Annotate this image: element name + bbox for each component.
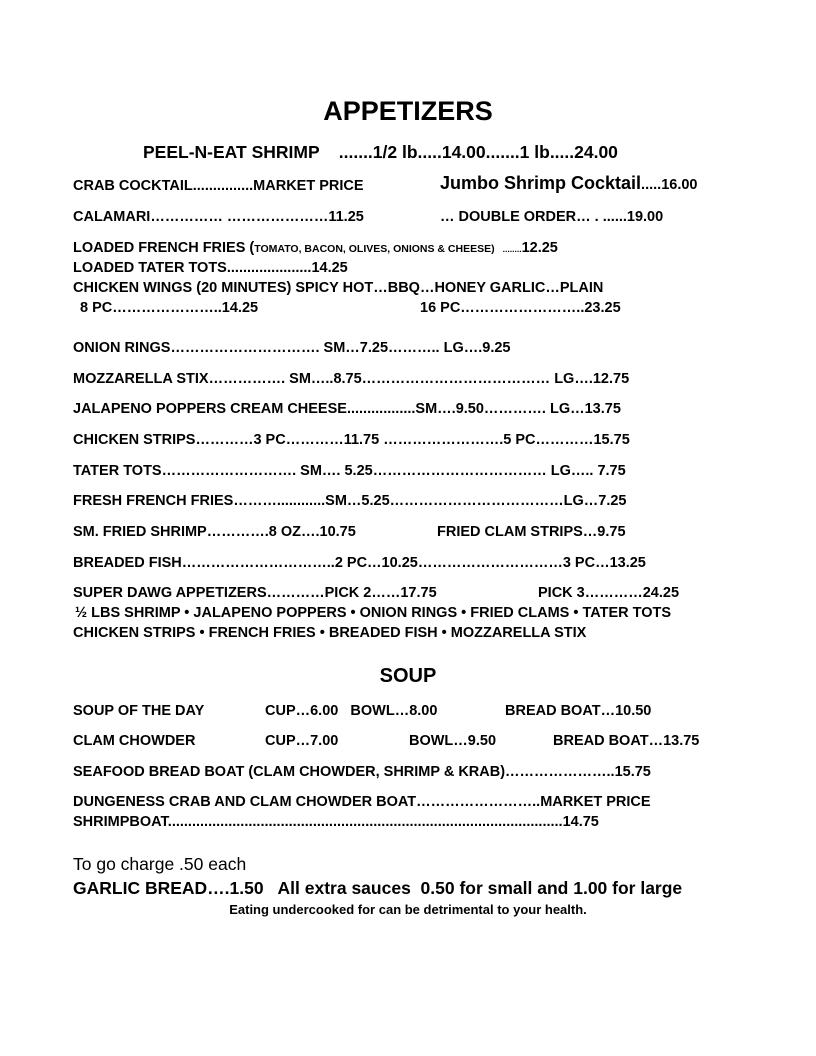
clam-chowder-cup: CUP…7.00 (265, 733, 339, 749)
chicken-wings-line: CHICKEN WINGS (20 MINUTES) SPICY HOT…BBQ…HONEY GARLIC…PLAIN (73, 280, 604, 296)
onion-rings-line: ONION RINGS…………………………. SM…7.25……….. LG….9.25 (73, 340, 511, 356)
crab-cocktail-line: CRAB COCKTAIL...............MARKET PRICE (73, 178, 364, 194)
loaded-tater-tots-line: LOADED TATER TOTS.....................14.25 (73, 260, 348, 276)
mozzarella-stix-line: MOZZARELLA STIX……………. SM…..8.75………………………………… LG….12.75 (73, 371, 630, 387)
clam-chowder-bowl: BOWL…9.50 (409, 733, 497, 749)
calamari-line: CALAMARI…………… …………………11.25 (73, 209, 364, 225)
shrimpboat-line: SHRIMPBOAT..................................................................................................14.75 (73, 814, 599, 830)
super-dawg-items-line-1: ½ LBS SHRIMP • JALAPENO POPPERS • ONION RINGS • FRIED CLAMS • TATER TOTS (75, 605, 672, 621)
clam-chowder-name: CLAM CHOWDER (73, 733, 196, 749)
soup-of-the-day-name: SOUP OF THE DAY (73, 703, 205, 719)
loaded-fries-name: LOADED FRENCH FRIES ( (73, 240, 255, 256)
soup-heading: SOUP (379, 665, 437, 687)
peel-n-eat-shrimp-line: PEEL-N-EAT SHRIMP .......1/2 lb.....14.00.......1 lb.....24.00 (143, 142, 618, 162)
to-go-charge-line: To go charge .50 each (73, 854, 247, 874)
tater-tots-line: TATER TOTS………………………. SM…. 5.25……………………………… LG….. 7.75 (73, 463, 626, 479)
soup-of-the-day-bread-boat: BREAD BOAT…10.50 (505, 703, 652, 719)
chicken-strips-line: CHICKEN STRIPS…………3 PC…………11.75 …………………….5 PC…………15.75 (73, 432, 630, 448)
super-dawg-line: SUPER DAWG APPETIZERS…………PICK 2……17.75 (73, 585, 437, 601)
garlic-bread-sauces-line: GARLIC BREAD….1.50 All extra sauces 0.50 for small and 1.00 for large (73, 878, 683, 898)
loaded-fries-toppings: TOMATO, BACON, OLIVES, ONIONS & CHEESE) (254, 243, 495, 255)
calamari-double-line: … DOUBLE ORDER… . ......19.00 (440, 209, 664, 225)
fried-clam-strips-line: FRIED CLAM STRIPS…9.75 (437, 524, 626, 540)
dungeness-crab-boat-line: DUNGENESS CRAB AND CLAM CHOWDER BOAT……………………..MARKET PRICE (73, 794, 651, 810)
jumbo-shrimp-cocktail-line (440, 175, 697, 194)
clam-chowder-bread-boat: BREAD BOAT…13.75 (553, 733, 700, 749)
jumbo-shrimp-label: Jumbo Shrimp Cocktail (440, 173, 642, 193)
wings-16pc-line: 16 PC……………………..23.25 (420, 300, 621, 316)
seafood-bread-boat-line: SEAFOOD BREAD BOAT (CLAM CHOWDER, SHRIMP & KRAB)…………………..15.75 (73, 764, 651, 780)
appetizers-heading: APPETIZERS (323, 96, 493, 126)
wings-8pc-line: 8 PC…………………..14.25 (80, 300, 259, 316)
undercooked-warning: Eating undercooked for can be detrimental to your health. (229, 902, 587, 917)
jalapeno-poppers-line: JALAPENO POPPERS CREAM CHEESE.................SM….9.50…………. LG…13.75 (73, 401, 621, 417)
soup-of-the-day-cup-bowl: CUP…6.00 BOWL…8.00 (265, 703, 438, 719)
loaded-french-fries-line (73, 240, 558, 258)
breaded-fish-line: BREADED FISH…………………………..2 PC…10.25…………………………3 PC…13.25 (73, 555, 646, 571)
loaded-fries-price: 12.25 (521, 240, 558, 256)
fresh-french-fries-line: FRESH FRENCH FRIES………............SM…5.25………………………………LG…7.25 (73, 493, 627, 509)
super-dawg-items-line-2: CHICKEN STRIPS • FRENCH FRIES • BREADED FISH • MOZZARELLA STIX (73, 625, 587, 641)
jumbo-shrimp-price: .....16.00 (641, 177, 698, 193)
loaded-fries-dots: ........ (502, 244, 522, 254)
super-dawg-pick3-line: PICK 3…………24.25 (538, 585, 680, 601)
fried-shrimp-line: SM. FRIED SHRIMP………….8 OZ….10.75 (73, 524, 356, 540)
